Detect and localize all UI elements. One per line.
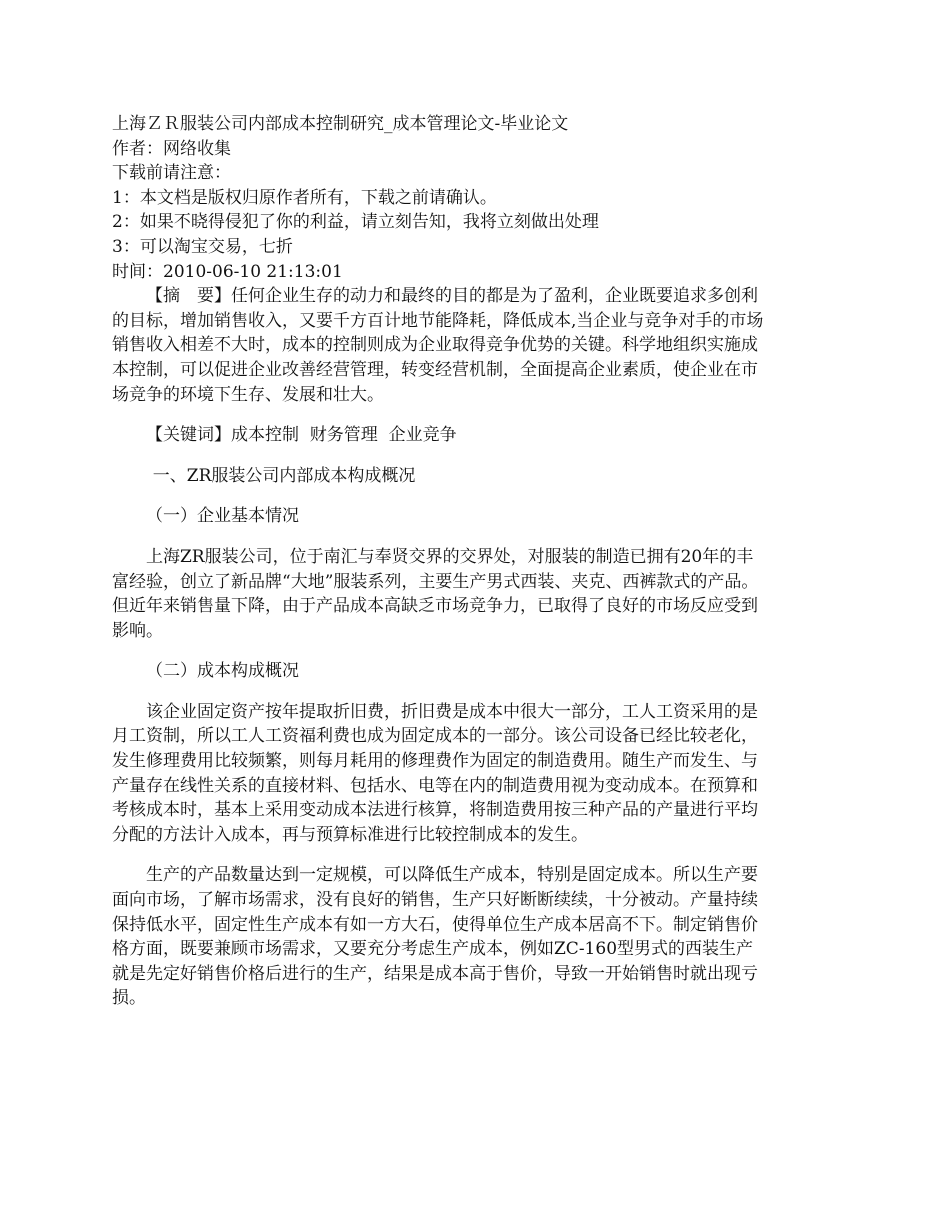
- subsection-heading-2: （二）成本构成概况: [146, 661, 299, 682]
- section-heading-1: 一、ZR服装公司内部成本构成概况: [152, 465, 416, 486]
- body-paragraph-3: 生产的产品数量达到一定规模，可以降低生产成本，特别是固定成本。所以生产要面向市场，了解市场需求，没有良好的销售，生产只好断断续续，十分被动。产量持续保持低水平，固定性生产成本有如一方大石，使得单位生产成本居高不下。制定销售价格方面，既要兼顾市场需求，又要充分考虑生产成本，例如ZC-160型男式的西装生产就是先定好销售价格后进行的生产，结果是成本高于售价，导致一开始销售时就出现亏损。: [112, 865, 758, 1009]
- author-line: 作者：网络收集: [112, 138, 231, 159]
- body-paragraph-2: 该企业固定资产按年提取折旧费，折旧费是成本中很大一部分，工人工资采用的是月工资制，所以工人工资福利费也成为固定成本的一部分。该公司设备已经比较老化，发生修理费用比较频繁，则每月耗用的修理费作为固定的制造费用。随生产而发生、与产量存在线性关系的直接材料、包括水、电等在内的制造费用视为变动成本。在预算和考核成本时，基本上采用变动成本法进行核算，将制造费用按三种产品的产量进行平均分配的方法计入成本，再与预算标准进行比较控制成本的发生。: [112, 701, 758, 845]
- subsection-heading-1: （一）企业基本情况: [146, 506, 299, 527]
- notice-title: 下载前请注意：: [112, 163, 231, 184]
- document-title: 上海ＺＲ服装公司内部成本控制研究_成本管理论文-毕业论文: [112, 114, 569, 134]
- notice-item-2: 2：如果不晓得侵犯了你的利益，请立刻告知，我将立刻做出处理: [112, 212, 599, 233]
- body-paragraph-1: 上海ZR服装公司，位于南汇与奉贤交界的交界处，对服装的制造已拥有20年的丰富经验，创立了新品牌“大地”服装系列，主要生产男式西装、夹克、西裤款式的产品。但近年来销售量下降，由于产品成本高缺乏市场竞争力，已取得了良好的市场反应受到影响。: [112, 546, 759, 641]
- notice-item-1: 1：本文档是版权归原作者所有，下载之前请确认。: [112, 187, 497, 208]
- abstract-paragraph: 【摘 要】任何企业生存的动力和最终的目的都是为了盈利，企业既要追求多创利的目标，增加销售收入，又要千方百计地节能降耗，降低成本,当企业与竞争对手的市场销售收入相差不大时，成本的控制则成为企业取得竞争优势的关键。科学地组织实施成本控制，可以促进企业改善经营管理，转变经营机制，全面提高企业素质，使企业在市场竞争的环境下生存、发展和壮大。: [112, 286, 764, 405]
- notice-item-3: 3：可以淘宝交易，七折: [112, 236, 293, 257]
- keywords-line: 【关键词】成本控制 财务管理 企业竞争: [146, 425, 457, 446]
- timestamp: 时间：2010-06-10 21:13:01: [112, 261, 343, 282]
- document-page: [112, 112, 768, 1011]
